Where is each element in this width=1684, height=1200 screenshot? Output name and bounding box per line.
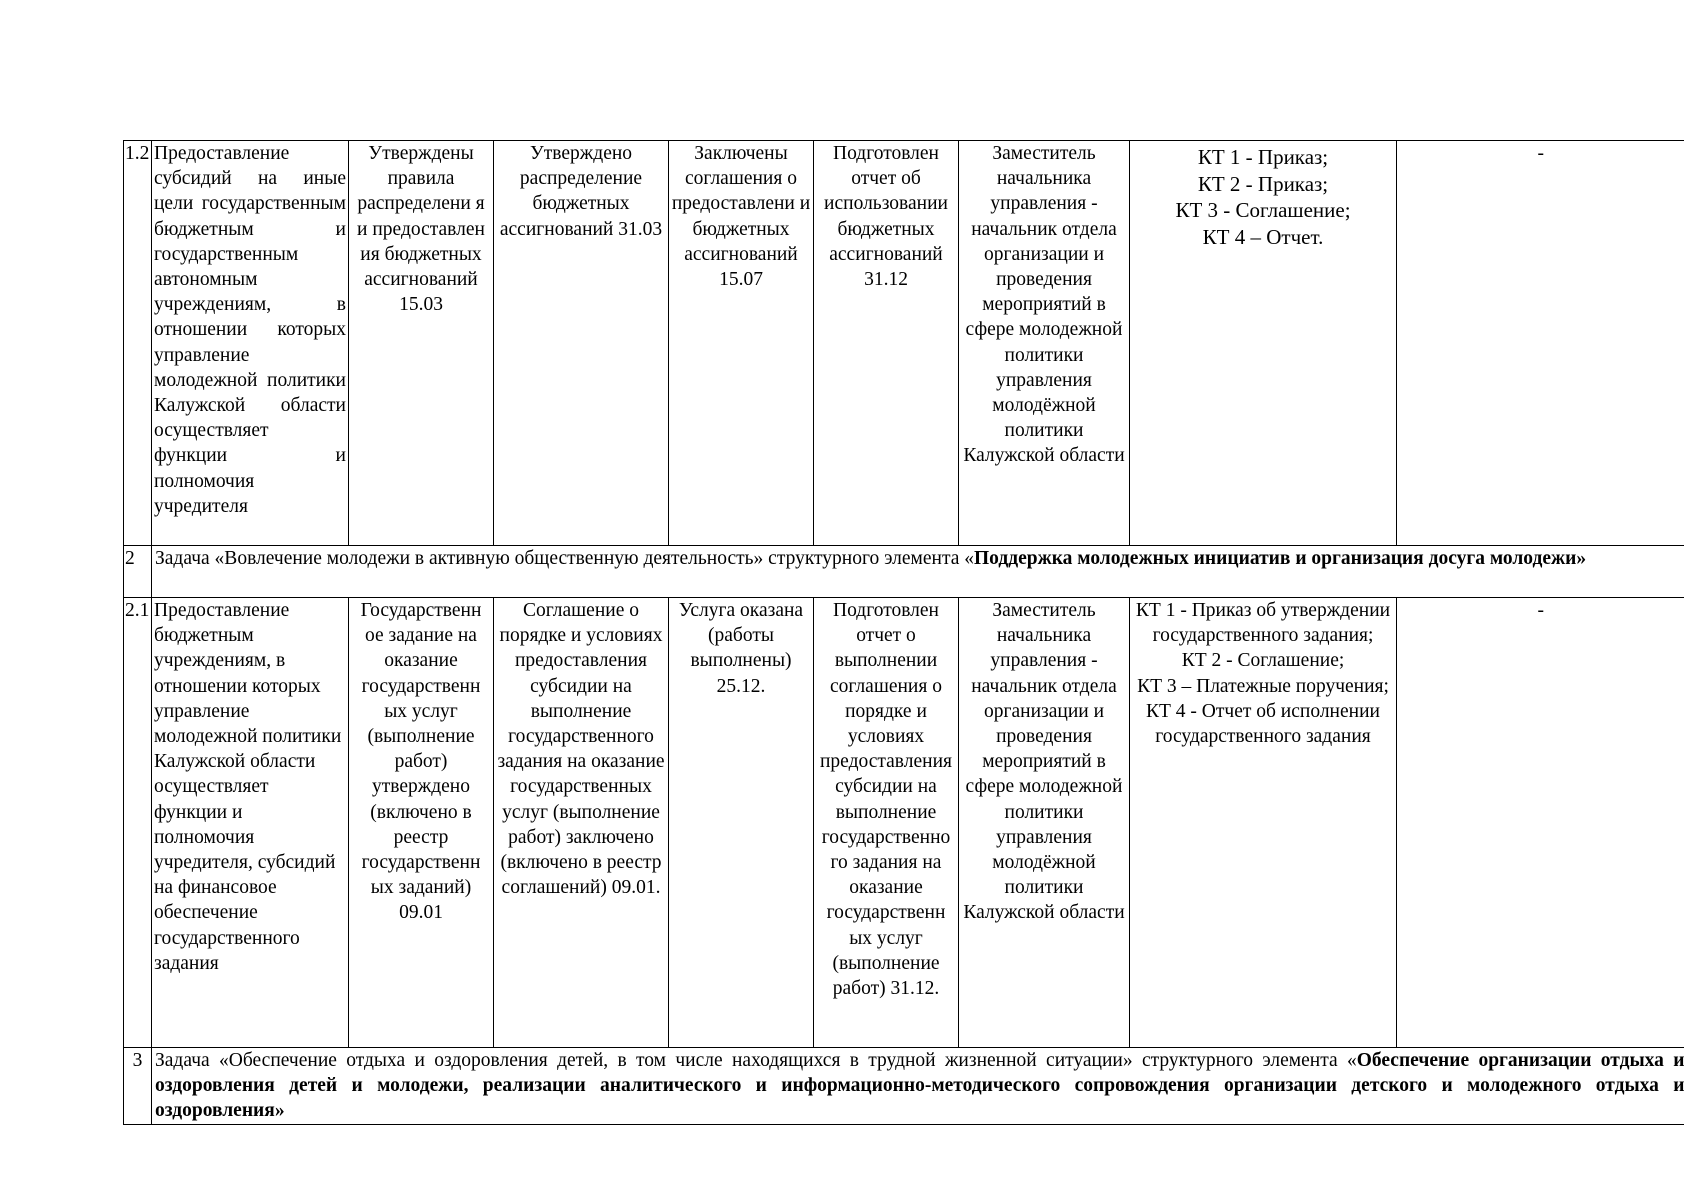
last-column: -	[1397, 598, 1684, 1048]
task-structural-element: Поддержка молодежных инициатив и организация досуга молодежи	[974, 548, 1577, 569]
control-documents	[1130, 598, 1397, 1048]
task-text	[152, 1048, 1684, 1125]
kt-item: КТ 1 - Приказ;	[1197, 145, 1329, 169]
row-number: 1.2	[124, 141, 152, 546]
kt-item: КТ 4 – Отчет.	[1202, 224, 1324, 249]
kt-item: КТ 2 - Соглашение;	[1181, 650, 1345, 672]
kt-item: КТ 4 - Отчет об исполнении государственного задания	[1146, 700, 1380, 748]
event-name: Предоставление бюджетным учреждениям, в отношении которых управление молодежной политики Калужской области осуществляет функции и полномочия учредителя, субсидий на финансовое обеспечение государственного задания	[152, 598, 349, 1048]
task-quote-end: »	[274, 1100, 285, 1122]
control-point-4: Подготовлен отчет об использовании бюджетных ассигнований 31.12	[814, 141, 959, 546]
control-point-3: Услуга оказана (работы выполнены) 25.12.	[669, 598, 814, 1048]
task-row	[124, 546, 1684, 598]
kt-item: КТ 3 – Платежные поручения;	[1137, 675, 1389, 697]
control-point-1: Утверждены правила распределени я и предоставлен ия бюджетных ассигнований 15.03	[349, 141, 494, 546]
responsible-person: Заместитель начальника управления - начальник отдела организации и проведения мероприятий в сфере молодежной политики управления молодёжной политики Калужской области	[959, 598, 1130, 1048]
task-structural-element: Обеспечение организации отдыха и оздоровления детей и молодежи, реализации аналитического и информационно-методического сопровождения организации детского и молодежного отдыха и оздоровления	[155, 1050, 1684, 1122]
last-column: -	[1397, 141, 1684, 546]
control-documents	[1130, 141, 1397, 546]
task-quote-end: »	[1576, 548, 1587, 569]
control-point-4: Подготовлен отчет о выполнении соглашения о порядке и условиях предоставления субсидии на выполнение государственно го задания на оказание государственн ых услуг (выполнение работ) 31.12.	[814, 598, 959, 1048]
task-number: 3	[124, 1048, 152, 1125]
control-point-2: Соглашение о порядке и условиях предоставления субсидии на выполнение государственного задания на оказание государственных услуг (выполнение работ) заключено (включено в реестр соглашений) 09.01.	[494, 598, 669, 1048]
control-point-3: Заключены соглашения о предоставлени и бюджетных ассигнований 15.07	[669, 141, 814, 546]
kt-item: КТ 2 - Приказ;	[1197, 171, 1329, 196]
task-number: 2	[124, 546, 152, 598]
control-point-1: Государственн ое задание на оказание государственн ых услуг (выполнение работ) утверждено (включено в реестр государственн ых заданий) 09.01	[349, 598, 494, 1048]
task-plain-text: Задача «Вовлечение молодежи в активную общественную деятельность» структурного элемента «	[155, 548, 974, 569]
task-row	[124, 1048, 1684, 1125]
event-name: Предоставление субсидий на иные цели государственным бюджетным и государственным автономным учреждениям, в отношении которых управление молодежной политики Калужской области осуществляет функции и полномочия учредителя	[152, 141, 349, 546]
task-text	[152, 546, 1684, 598]
table-row	[124, 141, 1684, 546]
task-plain-text: Задача «Обеспечение отдыха и оздоровления детей, в том числе находящихся в трудной жизненной ситуации» структурного элемента «	[155, 1050, 1357, 1071]
kt-item: КТ 1 - Приказ об утверждении государственного задания;	[1135, 600, 1391, 647]
table-row	[124, 598, 1684, 1048]
document-table	[123, 140, 1684, 1125]
row-number: 2.1	[124, 598, 152, 1048]
kt-item: КТ 3 - Соглашение;	[1175, 198, 1351, 222]
responsible-person: Заместитель начальника управления - начальник отдела организации и проведения мероприятий в сфере молодежной политики управления молодёжной политики Калужской области	[959, 141, 1130, 546]
control-point-2: Утверждено распределение бюджетных ассигнований 31.03	[494, 141, 669, 546]
